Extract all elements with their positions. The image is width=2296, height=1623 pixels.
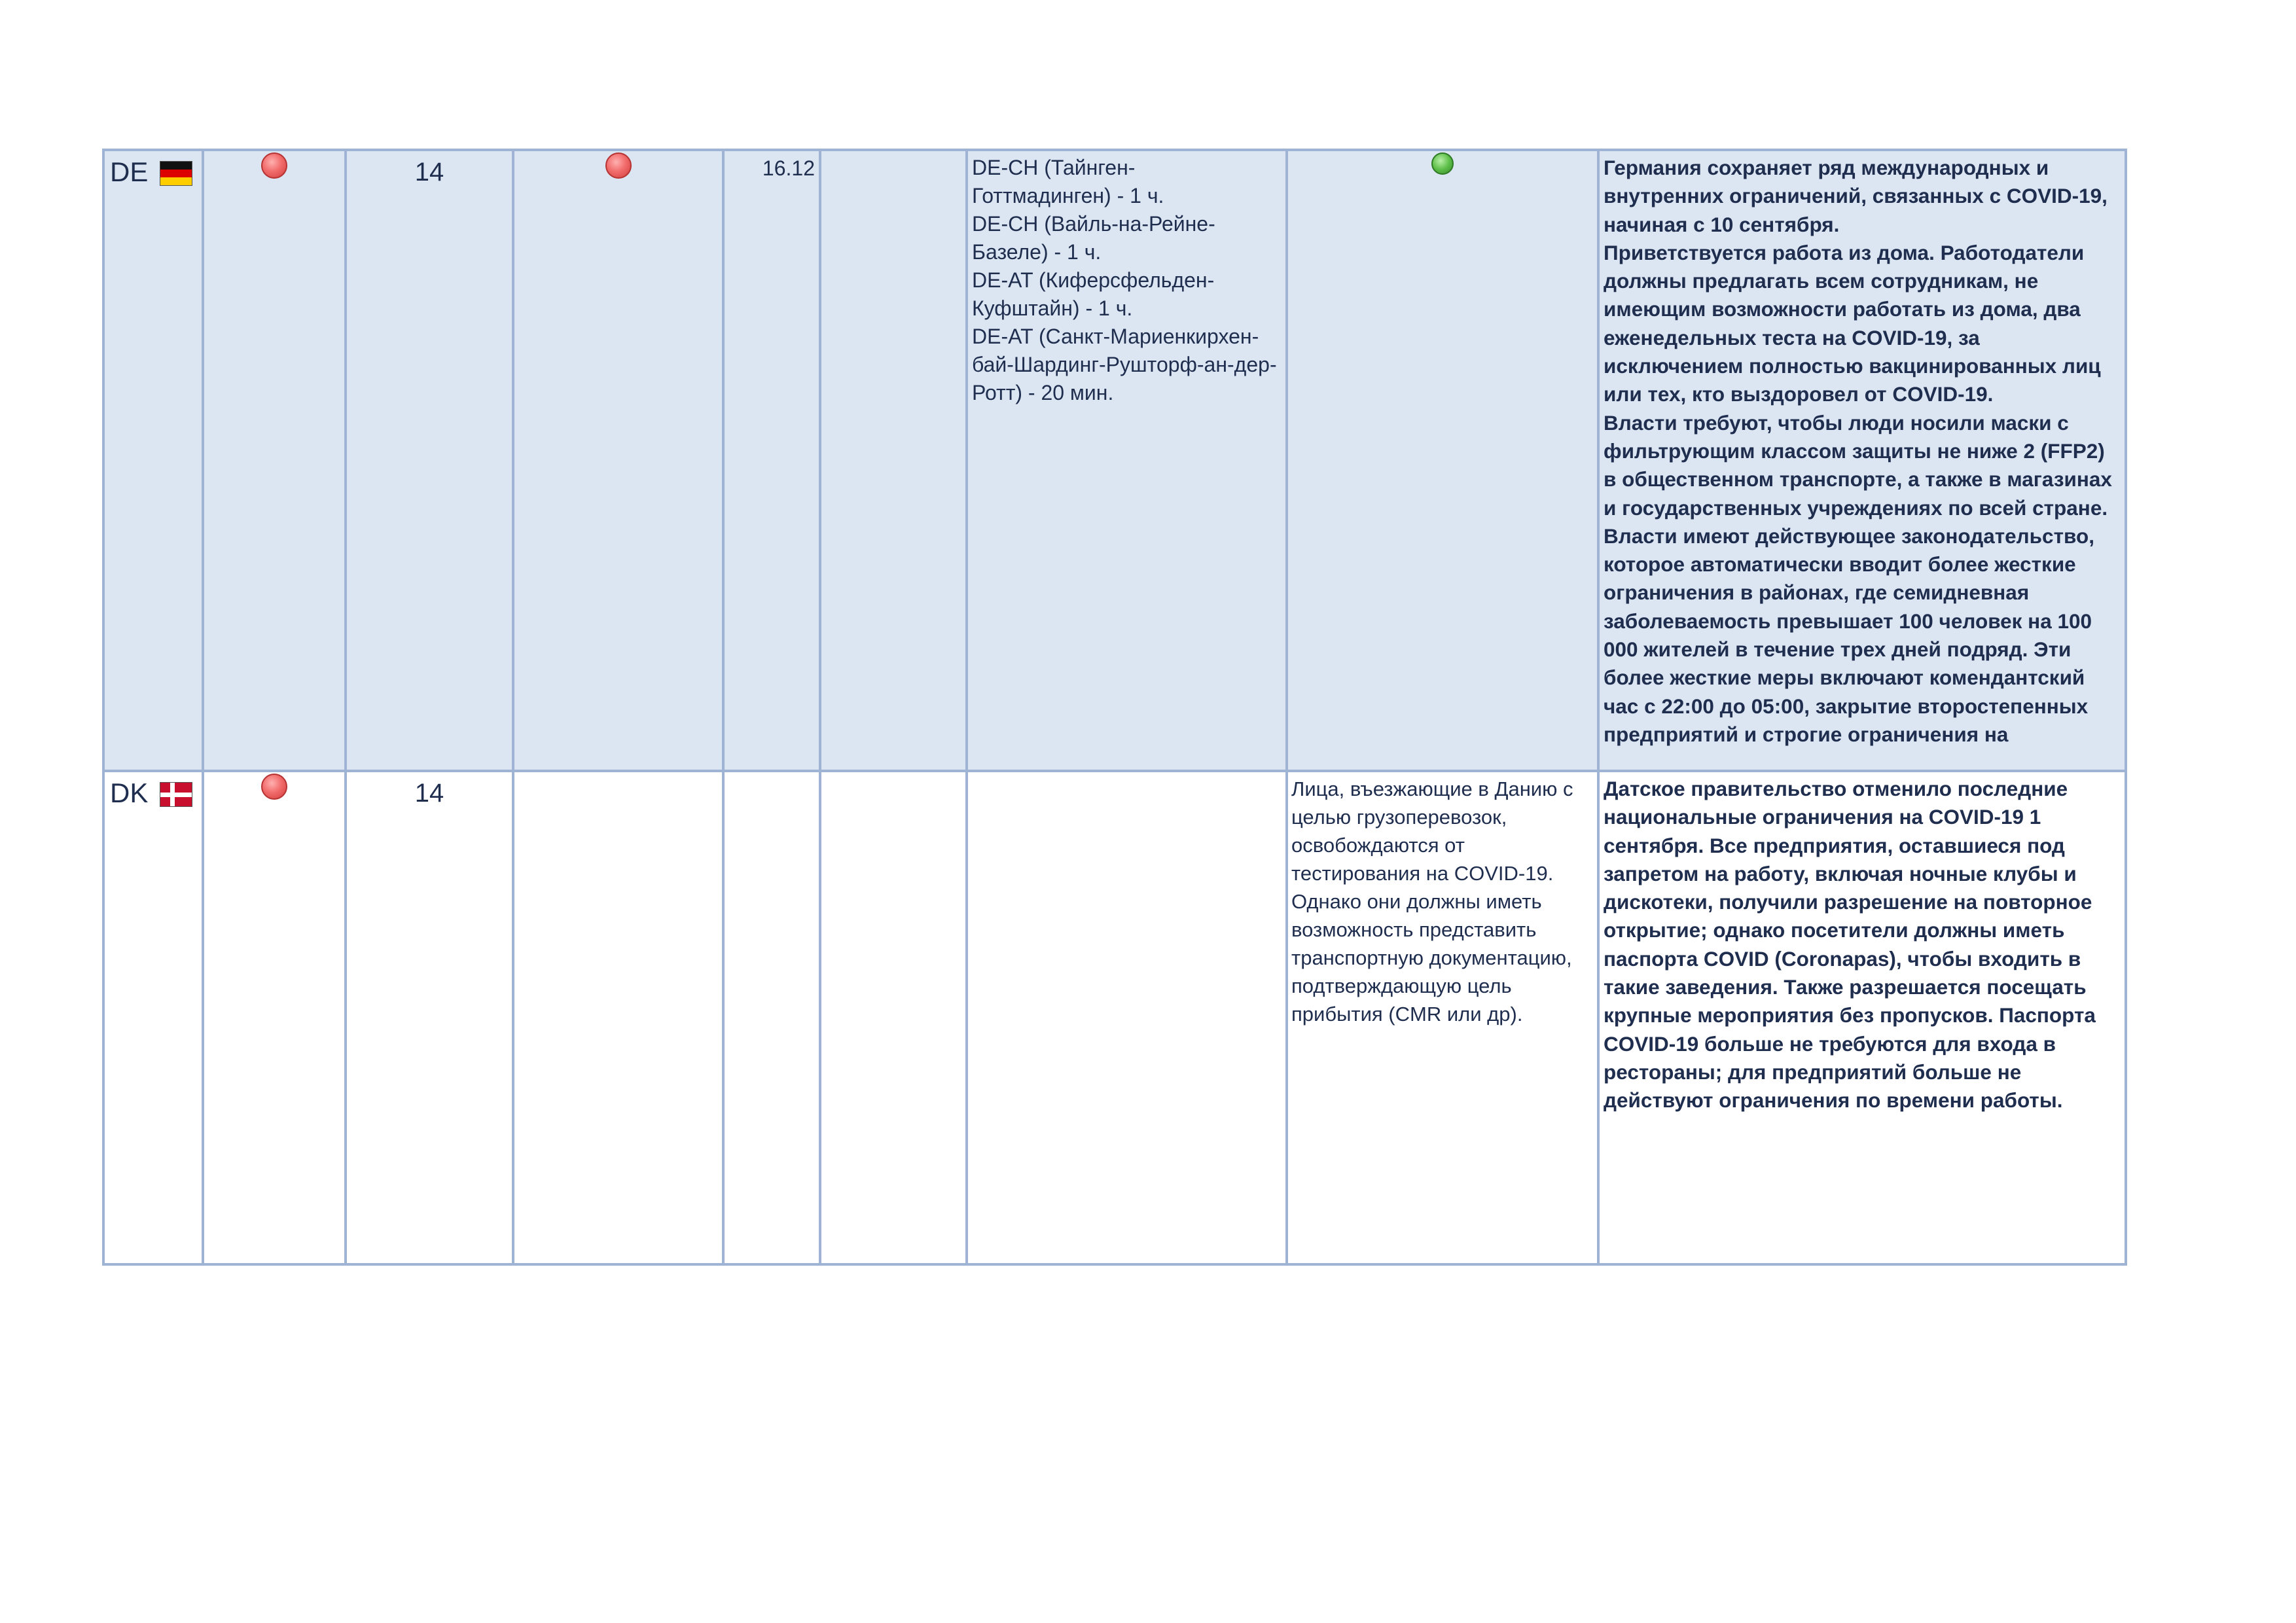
measures-text (1600, 772, 2125, 1115)
measures-cell (1598, 771, 2126, 1264)
crossings-cell (967, 150, 1287, 771)
days-cell (346, 771, 513, 1264)
germany-flag-icon (160, 161, 192, 186)
crossing-line: Базеле) - 1 ч. (972, 240, 1102, 264)
measures-paragraph: Власти имеют действующее законодательство, которое автоматически вводит более жесткие ограничения в районах, где семидневная заболеваемость превышает 100 человек на 100 000 жителей в течение трех дней подряд. Эти более жесткие меры включают комендантский час с 22:00 до 05:00, закрытие второстепенных предприятий и строгие ограничения на (1604, 524, 2094, 746)
measures-paragraph: Приветствуется работа из дома. Работодатели должны предлагать всем сотрудникам, не имеющим возможности работать из дома, два еженедельных теста на COVID-19, за исключением полностью вакцинированных лиц или тех, кто выздоровел от COVID-19. (1604, 240, 2101, 406)
empty-cell (723, 771, 820, 1264)
crossing-line: DE-AT (Киферсфельден- (972, 268, 1215, 292)
country-cell (103, 771, 203, 1264)
country-code: DE (110, 156, 149, 187)
crossing-line: Ротт) - 20 мин. (972, 381, 1114, 404)
note-cell (1287, 771, 1598, 1264)
table-row-dk (103, 771, 2126, 1264)
red-status-icon (261, 774, 287, 800)
border-crossings (968, 151, 1285, 407)
crossing-line: бай-Шардинг-Рушторф-ан-дер- (972, 353, 1277, 376)
red-status-icon (605, 152, 632, 179)
measures-cell (1598, 150, 2126, 771)
date-value: 16.12 (762, 156, 815, 180)
country-cell (103, 150, 203, 771)
freight-note: Лица, въезжающие в Данию с целью грузоперевозок, освобождаются от тестирования на COVID-19. Однако они должны иметь возможность представить транспортную документацию, подтверждающую цель прибытия (CMR или др). (1291, 777, 1573, 1026)
country-code: DK (110, 777, 149, 808)
measures-paragraph: Германия сохраняет ряд международных и внутренних ограничений, связанных с COVID-19, начиная с 10 сентября. (1604, 156, 2108, 236)
measures-paragraph: Датское правительство отменило последние национальные ограничения на COVID-19 1 сентября. Все предприятия, оставшиеся под запретом на работу, включая ночные клубы и дискотеки, получили разрешение на повторное открытие; однако посетители должны иметь паспорта COVID (Coronapas), чтобы входить в такие заведения. Также разрешается посещать крупные мероприятия без пропусков. Паспорта COVID-19 больше не требуются для входа в рестораны; для предприятий больше не действуют ограничения по времени работы. (1604, 777, 2096, 1113)
table-row-de (103, 150, 2126, 771)
measures-paragraph: Власти требуют, чтобы люди носили маски с фильтрующим классом защиты не ниже 2 (FFP2) в общественном транспорте, а также в магазинах и государственных учреждениях по всей стране. (1604, 410, 2112, 520)
status-cell (1287, 150, 1598, 771)
crossing-line: DE-CH (Тайнген- (972, 156, 1136, 179)
empty-cell (967, 771, 1287, 1264)
status-cell (513, 150, 723, 771)
days-cell (346, 150, 513, 771)
days-value: 14 (414, 779, 444, 808)
status-cell (203, 771, 346, 1264)
restrictions-table (102, 149, 2127, 1266)
green-status-icon (1431, 152, 1454, 175)
denmark-flag-icon (160, 782, 192, 807)
date-cell (723, 150, 820, 771)
red-status-icon (261, 152, 287, 179)
status-cell (203, 150, 346, 771)
days-value: 14 (414, 158, 444, 187)
crossing-line: Куфштайн) - 1 ч. (972, 296, 1133, 320)
measures-text (1600, 151, 2125, 749)
empty-cell (513, 771, 723, 1264)
empty-cell (820, 771, 967, 1264)
crossing-line: DE-CH (Вайль-на-Рейне- (972, 212, 1215, 236)
crossing-line: DE-AT (Санкт-Мариенкирхен- (972, 325, 1259, 348)
crossing-line: Готтмадинген) - 1 ч. (972, 184, 1164, 207)
empty-cell (820, 150, 967, 771)
